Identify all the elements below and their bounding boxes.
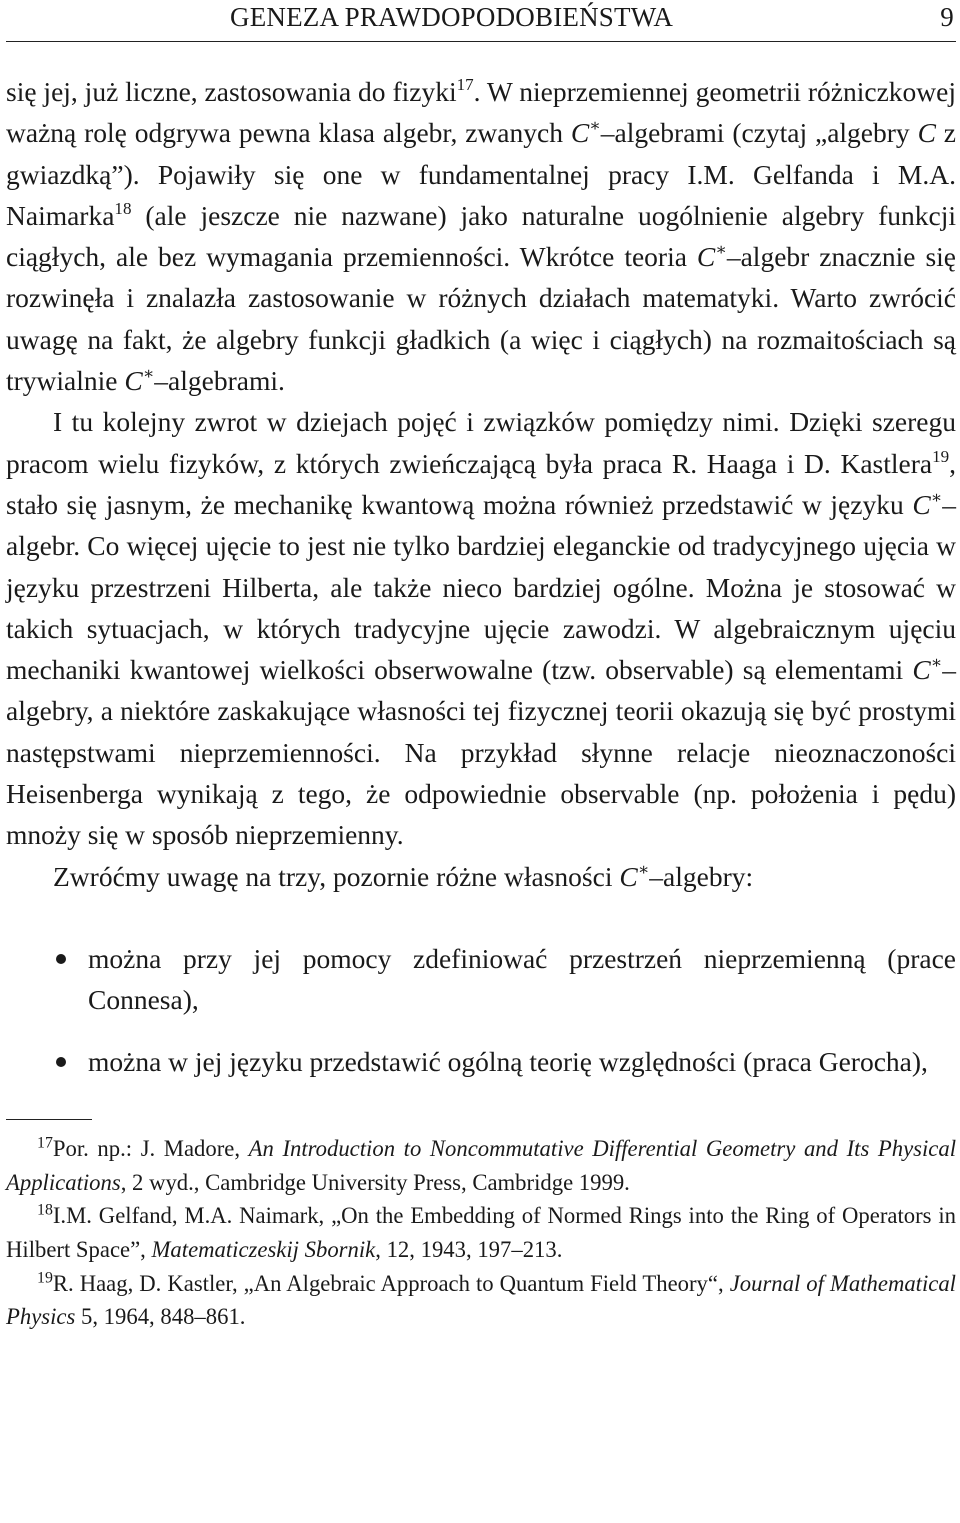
bullet-dot-icon	[56, 954, 66, 964]
footnote-ref-18[interactable]: 18	[114, 198, 132, 218]
text-run: , stało się jasnym, że mechanikę kwantową można również przedstawić w języku	[6, 447, 956, 520]
text-run: –algebrami (czytaj „algebry	[600, 117, 918, 149]
footnote-number: 18	[37, 1201, 53, 1219]
footnotes	[6, 1132, 956, 1334]
running-title: GENEZA PRAWDOPODOBIEŃSTWA	[230, 2, 674, 32]
text-run: –algebry, a niektóre zaskakujące własności tej fizycznej teorii okazują się być prostymi następstwami nieprzemienności. Na przykład słynne relacje nieoznaczoności Heisenberga wynikają z tego, że odpowiednie observable (np. położenia i pędu) mnoży się w sposób nieprzemienny.	[6, 654, 956, 851]
paragraph-2	[6, 401, 956, 855]
math-star: ∗	[637, 859, 650, 879]
footnote-title: An Introduction to Noncommutative Differential Geometry and Its Physical Applications	[6, 1135, 956, 1195]
footnote-18	[6, 1199, 956, 1266]
math-star: ∗	[930, 487, 943, 507]
footnote-separator	[6, 1119, 92, 1120]
math-c: C	[570, 117, 590, 149]
footnote-text: 5, 1964, 848–861.	[75, 1304, 246, 1330]
text-run: się jej, już liczne, zastosowania do fizyki	[6, 76, 457, 107]
list-item-text: można przy jej pomocy zdefiniować przestrzeń nieprzemienną (prace Connesa),	[88, 942, 956, 1016]
text-run: –algebry:	[649, 860, 754, 892]
footnote-text: , 2 wyd., Cambridge University Press, Cambridge 1999.	[120, 1169, 630, 1195]
paragraph-1	[6, 71, 956, 401]
main-text	[6, 71, 956, 1082]
math-c: C	[912, 654, 931, 686]
text-run: Zwróćmy uwagę na trzy, pozornie różne własności	[53, 860, 620, 892]
math-c: C	[124, 365, 143, 397]
footnote-number: 19	[37, 1268, 53, 1286]
math-star: ∗	[589, 116, 601, 136]
footnote-text: Por. np.: J. Madore,	[52, 1135, 249, 1161]
text-run: z gwiazdką”). Pojawiły się one w fundamentalnej pracy I.M. Gelfanda i M.A. Naimarka	[6, 117, 956, 231]
math-c: C	[696, 241, 716, 273]
footnote-number: 17	[37, 1134, 53, 1152]
page-number: 9	[940, 2, 954, 32]
list-item	[6, 1041, 956, 1082]
math-c: C	[917, 117, 936, 149]
text-run: –algebr znacznie się rozwinęła i znalazła zastosowanie w różnych działach matematyki. Warto zwrócić uwagę na fakt, że algebry funkcji gładkich (a więc i ciągłych) na rozmaitościach są trywialnie	[6, 241, 956, 397]
footnote-19	[6, 1267, 956, 1334]
running-header	[6, 0, 956, 42]
footnote-title: Journal of Mathematical Physics	[6, 1270, 956, 1330]
footnote-ref-17[interactable]: 17	[456, 74, 474, 94]
bullet-dot-icon	[56, 1057, 66, 1067]
footnote-title: Matematiczeskij Sbornik	[151, 1236, 376, 1262]
list-item	[6, 938, 956, 1021]
math-star: ∗	[930, 653, 943, 673]
text-run: –algebrami.	[154, 365, 285, 397]
math-star: ∗	[142, 364, 155, 383]
math-star: ∗	[715, 240, 727, 260]
paragraph-3	[6, 856, 956, 897]
list-item-text: można w jej języku przedstawić ogólną teorię względności (praca Gerocha),	[88, 1045, 928, 1077]
text-run: (ale jeszcze nie nazwane) jako naturalne uogólnienie algebry funkcji ciągłych, ale bez wymagania przemienności. Wkrótce teoria	[6, 199, 956, 273]
math-c: C	[912, 488, 931, 520]
text-run: –algebr. Co więcej ujęcie to jest nie tylko bardziej eleganckie od tradycyjnego ujęcia w języku przestrzeni Hilberta, ale także nieco bardziej ogólne. Można je stosować w takich sytuacjach, w których tradycyjne ujęcie zawodzi. W algebraicznym ujęciu mechaniki kwantowej wielkości obserwowalne (tzw. observable) są elementami	[6, 488, 956, 686]
footnote-text: , 12, 1943, 197–213.	[375, 1236, 563, 1262]
property-list	[6, 938, 956, 1082]
footnote-ref-19[interactable]: 19	[932, 446, 950, 466]
footnote-17	[6, 1132, 956, 1199]
math-c: C	[619, 860, 638, 892]
footnote-text: I.M. Gelfand, M.A. Naimark, „On the Embedding of Normed Rings into the Ring of Operators in Hilbert Space”,	[6, 1203, 956, 1262]
text-run: I tu kolejny zwrot w dziejach pojęć i związków pomiędzy nimi. Dzięki szeregu pracom wielu fizyków, z których zwieńczającą była praca R. Haaga i D. Kastlera	[6, 406, 956, 479]
text-run: . W nieprzemiennej geometrii różniczkowej ważną rolę odgrywa pewna klasa algebr, zwanych	[6, 76, 956, 149]
footnote-text: R. Haag, D. Kastler, „An Algebraic Approach to Quantum Field Theory“,	[52, 1270, 730, 1296]
